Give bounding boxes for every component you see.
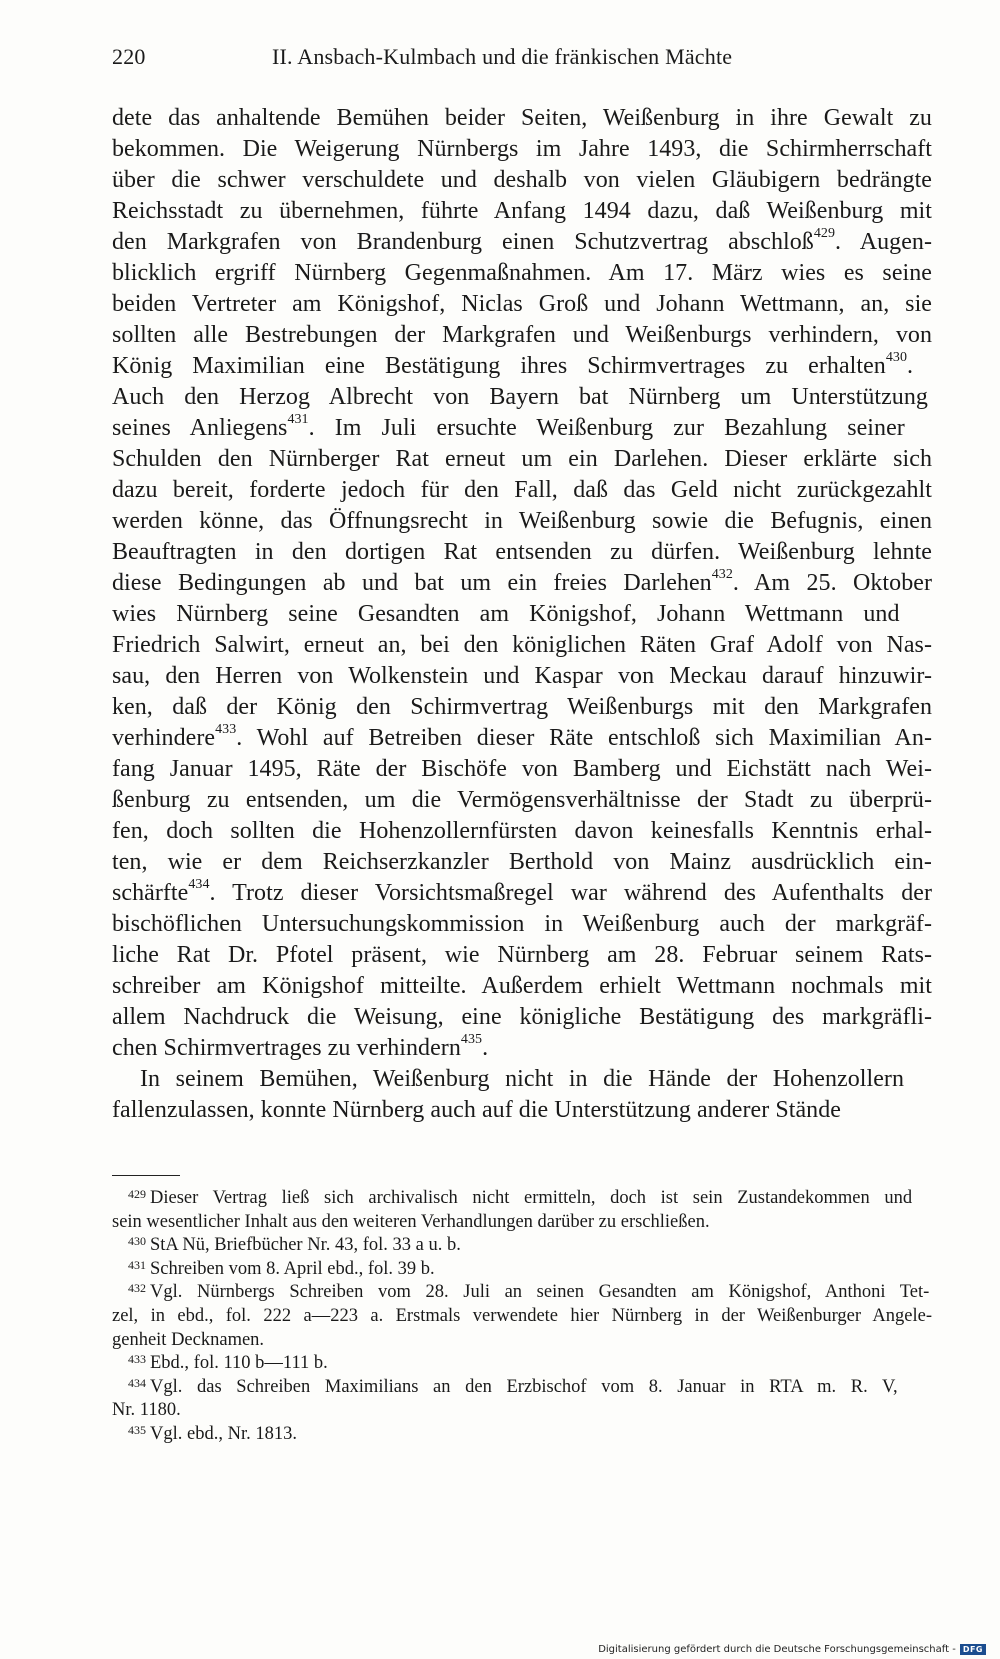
line-text: bischöflichen Untersuchungskommission in Weißenburg auch der markgräf- xyxy=(112,911,932,937)
text-line xyxy=(112,568,1000,599)
footnote-number: 435 xyxy=(128,1422,146,1437)
line-text: In seinem Bemühen, Weißenburg nicht in die Hände der Hohenzollern xyxy=(140,1066,904,1092)
line-text-continued: . Augen- xyxy=(835,229,932,255)
footnote-number: 433 xyxy=(128,1352,146,1367)
footnotes xyxy=(112,1187,1000,1447)
footnote-line xyxy=(112,1211,1000,1235)
footnote-text: Schreiben vom 8. April ebd., fol. 39 b. xyxy=(150,1258,435,1279)
footnote xyxy=(112,1187,1000,1234)
text-line xyxy=(112,661,1000,692)
line-text: ßenburg zu entsenden, um die Vermögensverhältnisse der Stadt zu überprü- xyxy=(112,787,932,813)
line-text-continued: . xyxy=(907,353,914,379)
line-text: chen Schirmvertrages zu verhindern xyxy=(112,1035,461,1061)
line-text: den Markgrafen von Brandenburg einen Schutzvertrag abschloß xyxy=(112,229,814,255)
text-line xyxy=(112,692,1000,723)
text-line xyxy=(112,289,1000,320)
text-line xyxy=(112,444,1000,475)
line-text-continued: . Im Juli ersuchte Weißenburg zur Bezahlung seiner xyxy=(308,415,905,441)
footnote-line xyxy=(112,1234,1000,1258)
running-head xyxy=(112,44,922,78)
footnote-line xyxy=(112,1305,1000,1329)
text-line xyxy=(112,785,1000,816)
text-line xyxy=(112,165,1000,196)
footnote-number: 434 xyxy=(128,1375,146,1390)
line-text: liche Rat Dr. Pfotel präsent, wie Nürnberg am 28. Februar seinem Rats- xyxy=(112,942,932,968)
footnote-reference: 431 xyxy=(287,412,309,427)
text-line xyxy=(112,506,1000,537)
line-text: Beauftragten in den dortigen Rat entsenden zu dürfen. Weißenburg lehnte xyxy=(112,539,932,565)
line-text: über die schwer verschuldete und deshalb von vielen Gläubigern bedrängte xyxy=(112,167,932,193)
line-text: diese Bedingungen ab und bat um ein freies Darlehen xyxy=(112,570,712,596)
footnote-reference: 435 xyxy=(460,1032,483,1047)
line-text: fen, doch sollten die Hohenzollernfürsten davon keinesfalls Kenntnis erhal- xyxy=(112,818,932,844)
text-line xyxy=(112,351,1000,382)
footnote xyxy=(112,1234,1000,1258)
footnote-line xyxy=(112,1423,1000,1447)
footnote xyxy=(112,1423,1000,1447)
text-line xyxy=(112,1095,1000,1126)
text-line xyxy=(112,382,1000,413)
footnote-text: Nr. 1180. xyxy=(112,1400,181,1421)
footnote-reference: 430 xyxy=(885,350,907,365)
line-text: werden könne, das Öffnungsrecht in Weißenburg sowie die Befugnis, einen xyxy=(112,508,932,534)
footnote xyxy=(112,1258,1000,1282)
text-line xyxy=(112,475,1000,506)
line-text: Auch den Herzog Albrecht von Bayern bat Nürnberg um Unterstützung xyxy=(112,384,928,410)
dfg-logo: DFG xyxy=(960,1644,986,1655)
digitization-credit xyxy=(598,1644,986,1655)
line-text: schreiber am Königshof mitteilte. Außerdem erhielt Wettmann nochmals mit xyxy=(112,973,932,999)
footnote-text: genheit Decknamen. xyxy=(112,1329,265,1350)
footnote-number: 432 xyxy=(128,1281,146,1296)
footnote-line xyxy=(112,1352,1000,1376)
line-text: sau, den Herren von Wolkenstein und Kaspar von Meckau darauf hinzuwir- xyxy=(112,663,932,689)
footnote-text: Vgl. Nürnbergs Schreiben vom 28. Juli an seinen Gesandten am Königshof, Anthoni Tet- xyxy=(150,1282,930,1303)
line-text-continued: . xyxy=(482,1035,489,1061)
text-line xyxy=(112,878,1000,909)
footnote-reference: 432 xyxy=(711,567,733,582)
footnote-line xyxy=(112,1258,1000,1282)
text-line xyxy=(112,940,1000,971)
main-text xyxy=(112,103,1000,1126)
footnote-text: Vgl. ebd., Nr. 1813. xyxy=(150,1423,297,1444)
line-text: Reichsstadt zu übernehmen, führte Anfang 1494 dazu, daß Weißenburg mit xyxy=(112,198,932,224)
footnote-line xyxy=(112,1376,1000,1400)
footnote-text: StA Nü, Briefbücher Nr. 43, fol. 33 a u. b. xyxy=(150,1235,461,1256)
line-text: dete das anhaltende Bemühen beider Seiten, Weißenburg in ihre Gewalt zu xyxy=(112,105,932,131)
footnote-reference: 429 xyxy=(813,226,836,241)
footnote-text: sein wesentlicher Inhalt aus den weiteren Verhandlungen darüber zu erschließen. xyxy=(112,1211,710,1232)
line-text: blicklich ergriff Nürnberg Gegenmaßnahmen. Am 17. März wies es seine xyxy=(112,260,932,286)
line-text: König Maximilian eine Bestätigung ihres Schirmvertrages zu erhalten xyxy=(112,353,886,379)
footnote-number: 429 xyxy=(128,1187,146,1201)
text-line xyxy=(112,196,1000,227)
text-line xyxy=(112,754,1000,785)
footnote xyxy=(112,1281,1000,1352)
text-line xyxy=(112,723,1000,754)
footnote-text: zel, in ebd., fol. 222 a—223 a. Erstmals verwendete hier Nürnberg in der Weißenburger Angele- xyxy=(112,1305,932,1326)
text-line xyxy=(112,847,1000,878)
line-text: seines Anliegens xyxy=(112,415,288,441)
text-line xyxy=(112,1064,1000,1095)
text-line xyxy=(112,816,1000,847)
footnote-reference: 434 xyxy=(188,877,210,892)
text-line xyxy=(112,320,1000,351)
line-text: bekommen. Die Weigerung Nürnbergs im Jahre 1493, die Schirmherrschaft xyxy=(112,136,932,162)
text-line xyxy=(112,971,1000,1002)
text-line xyxy=(112,1033,1000,1064)
footnote xyxy=(112,1376,1000,1423)
line-text: allem Nachdruck die Weisung, eine königliche Bestätigung des markgräfli- xyxy=(112,1004,932,1030)
line-text: beiden Vertreter am Königshof, Niclas Groß und Johann Wettmann, an, sie xyxy=(112,291,932,317)
line-text: schärfte xyxy=(112,880,189,906)
text-line xyxy=(112,1002,1000,1033)
footnote-reference: 433 xyxy=(215,722,237,737)
footnote-line xyxy=(112,1399,1000,1423)
text-line xyxy=(112,909,1000,940)
line-text: Friedrich Salwirt, erneut an, bei den königlichen Räten Graf Adolf von Nas- xyxy=(112,632,932,658)
footnote-text: Ebd., fol. 110 b—111 b. xyxy=(150,1353,328,1374)
footnote-text: Dieser Vertrag ließ sich archivalisch nicht ermitteln, doch ist sein Zustandekommen und xyxy=(150,1188,913,1208)
footnote-divider xyxy=(112,1175,180,1176)
line-text: fang Januar 1495, Räte der Bischöfe von Bamberg und Eichstätt nach Wei- xyxy=(112,756,932,782)
line-text: ten, wie er dem Reichserzkanzler Berthold von Mainz ausdrücklich ein- xyxy=(112,849,932,875)
line-text: Schulden den Nürnberger Rat erneut um ein Darlehen. Dieser erklärte sich xyxy=(112,446,932,472)
credit-text: Digitalisierung gefördert durch die Deutsche Forschungsgemeinschaft - xyxy=(598,1644,956,1655)
footnote-text: Vgl. das Schreiben Maximilians an den Erzbischof vom 8. Januar in RTA m. R. V, xyxy=(150,1376,898,1397)
text-line xyxy=(112,630,1000,661)
line-text-continued: . Trotz dieser Vorsichtsmaßregel war während des Aufenthalts der xyxy=(209,880,932,906)
text-line xyxy=(112,258,1000,289)
text-line xyxy=(112,537,1000,568)
line-text: fallenzulassen, konnte Nürnberg auch auf die Unterstützung anderer Stände xyxy=(112,1097,841,1123)
line-text: wies Nürnberg seine Gesandten am Königshof, Johann Wettmann und xyxy=(112,601,900,627)
footnote-line xyxy=(112,1187,1000,1211)
line-text: sollten alle Bestrebungen der Markgrafen und Weißenburgs verhindern, von xyxy=(112,322,932,348)
footnote-number: 431 xyxy=(128,1257,146,1272)
footnote-line xyxy=(112,1329,1000,1353)
text-line xyxy=(112,413,1000,444)
line-text-continued: . Am 25. Oktober xyxy=(732,570,932,596)
text-line xyxy=(112,134,1000,165)
line-text: ken, daß der König den Schirmvertrag Weißenburgs mit den Markgrafen xyxy=(112,694,932,720)
chapter-title: II. Ansbach-Kulmbach und die fränkischen Mächte xyxy=(272,44,733,69)
line-text: verhindere xyxy=(112,725,216,751)
line-text-continued: . Wohl auf Betreiben dieser Räte entschloß sich Maximilian An- xyxy=(236,725,932,751)
page-number: 220 xyxy=(112,44,146,69)
footnote-number: 430 xyxy=(128,1234,146,1249)
text-line xyxy=(112,599,1000,630)
text-line xyxy=(112,103,1000,134)
footnote xyxy=(112,1352,1000,1376)
footnote-line xyxy=(112,1281,1000,1305)
line-text: dazu bereit, forderte jedoch für den Fall, daß das Geld nicht zurückgezahlt xyxy=(112,477,932,503)
text-line xyxy=(112,227,1000,258)
